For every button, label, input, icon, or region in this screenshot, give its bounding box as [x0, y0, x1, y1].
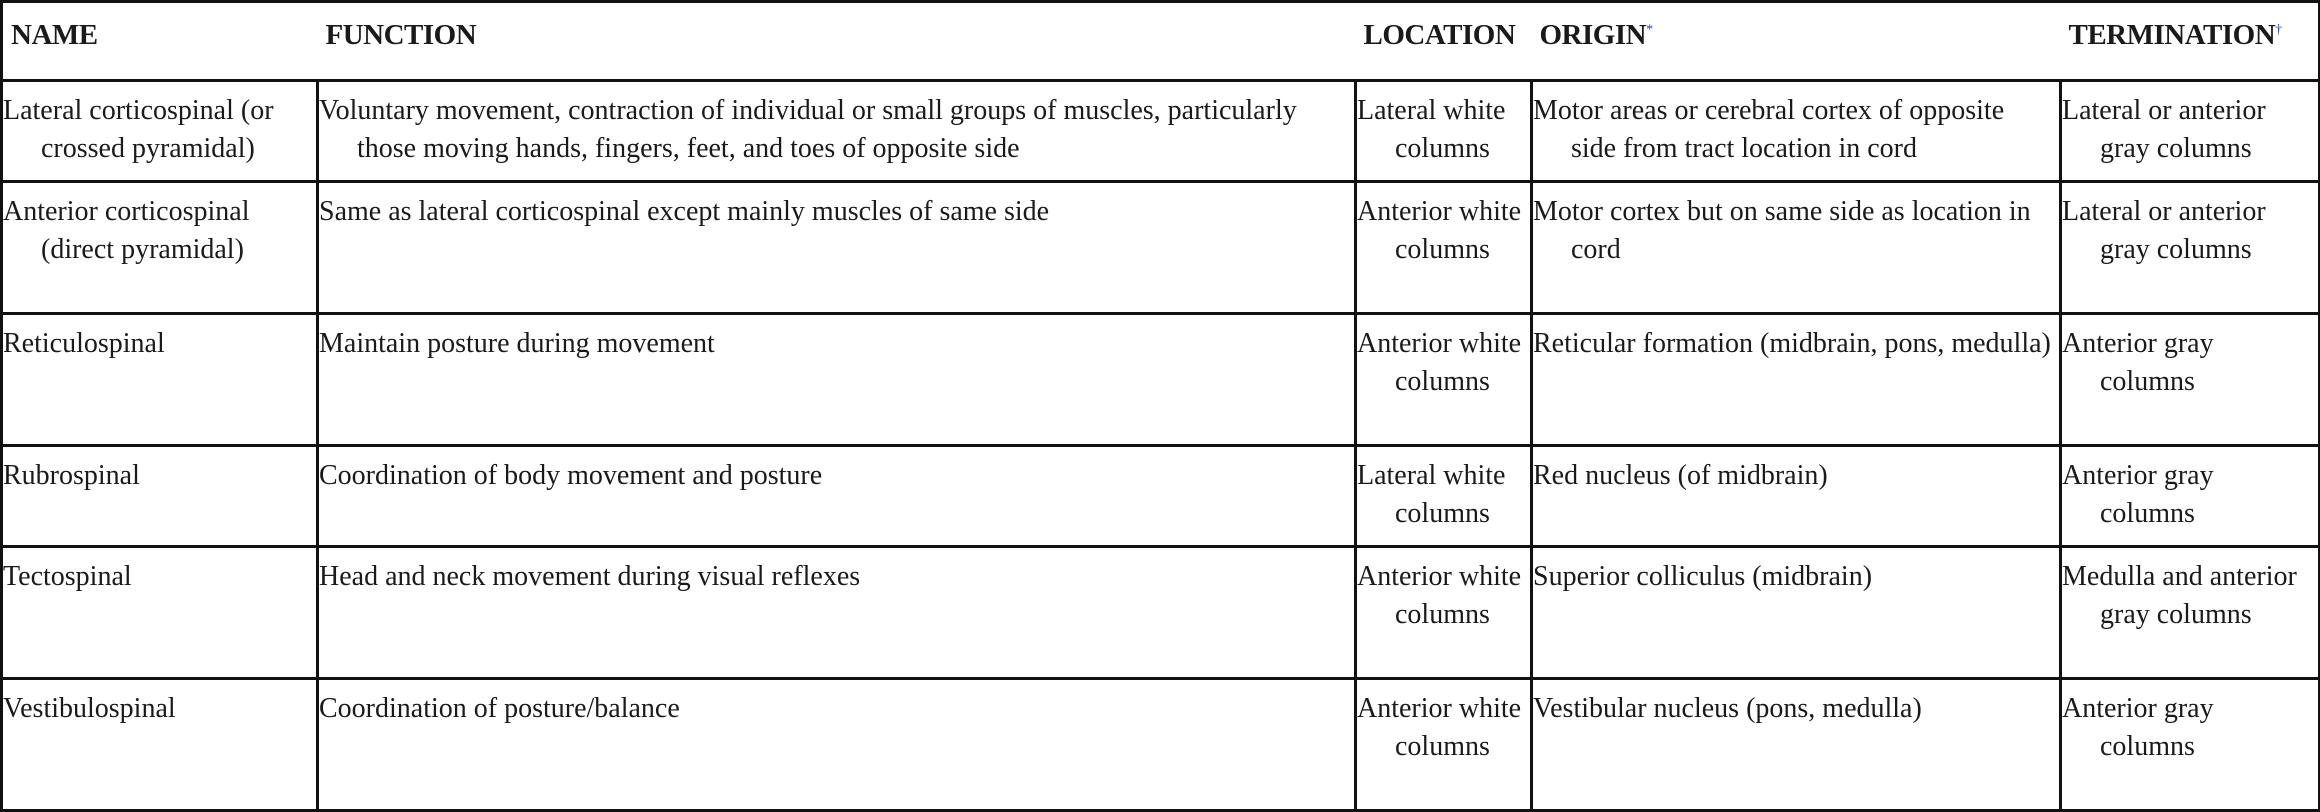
- header-row: [2, 2, 2320, 81]
- cell-termination: Lateral or anterior gray columns: [2061, 81, 2320, 182]
- origin-footnote-marker[interactable]: *: [1646, 22, 1653, 38]
- cell-function: Maintain posture during movement: [318, 314, 1356, 446]
- cell-name: Vestibulospinal: [2, 679, 318, 811]
- table-row: [2, 679, 2320, 811]
- cell-origin: Superior colliculus (midbrain): [1532, 547, 2061, 679]
- cell-location: Lateral white columns: [1356, 81, 1532, 182]
- cell-name: Anterior corticospinal (direct pyramidal): [2, 182, 318, 314]
- table-row: [2, 314, 2320, 446]
- header-termination-label: TERMINATION: [2068, 19, 2276, 51]
- cell-location: Lateral white columns: [1356, 446, 1532, 547]
- cell-termination: Anterior gray columns: [2061, 446, 2320, 547]
- cell-termination: Lateral or anterior gray columns: [2061, 182, 2320, 314]
- cell-location: Anterior white columns: [1356, 314, 1532, 446]
- cell-name: Tectospinal: [2, 547, 318, 679]
- cell-origin: Vestibular nucleus (pons, medulla): [1532, 679, 2061, 811]
- cell-origin: Red nucleus (of midbrain): [1532, 446, 2061, 547]
- cell-function: Head and neck movement during visual reflexes: [318, 547, 1356, 679]
- table-row: [2, 81, 2320, 182]
- header-origin: [1532, 2, 2061, 81]
- table-row: [2, 446, 2320, 547]
- termination-footnote-marker[interactable]: †: [2275, 22, 2282, 38]
- cell-location: Anterior white columns: [1356, 547, 1532, 679]
- cell-origin: Motor cortex but on same side as location in cord: [1532, 182, 2061, 314]
- table-row: [2, 182, 2320, 314]
- header-termination: [2061, 2, 2320, 81]
- cell-function: Voluntary movement, contraction of individual or small groups of muscles, particularly those moving hands, fingers, feet, and toes of opposite side: [318, 81, 1356, 182]
- header-function: FUNCTION: [318, 2, 1356, 81]
- table-header: [2, 2, 2320, 81]
- cell-name: Reticulospinal: [2, 314, 318, 446]
- cell-origin: Motor areas or cerebral cortex of opposite side from tract location in cord: [1532, 81, 2061, 182]
- cell-termination: Anterior gray columns: [2061, 314, 2320, 446]
- cell-termination: Anterior gray columns: [2061, 679, 2320, 811]
- cell-termination: Medulla and anterior gray columns: [2061, 547, 2320, 679]
- cell-function: Coordination of posture/balance: [318, 679, 1356, 811]
- header-origin-label: ORIGIN: [1539, 19, 1647, 51]
- cell-origin: Reticular formation (midbrain, pons, medulla): [1532, 314, 2061, 446]
- table-body: [2, 81, 2320, 811]
- cell-name: Lateral corticospinal (or crossed pyramidal): [2, 81, 318, 182]
- cell-function: Coordination of body movement and posture: [318, 446, 1356, 547]
- table-row: [2, 547, 2320, 679]
- cell-function: Same as lateral corticospinal except mainly muscles of same side: [318, 182, 1356, 314]
- cell-location: Anterior white columns: [1356, 679, 1532, 811]
- cell-name: Rubrospinal: [2, 446, 318, 547]
- cell-location: Anterior white columns: [1356, 182, 1532, 314]
- header-location: LOCATION: [1356, 2, 1532, 81]
- header-name: NAME: [2, 2, 318, 81]
